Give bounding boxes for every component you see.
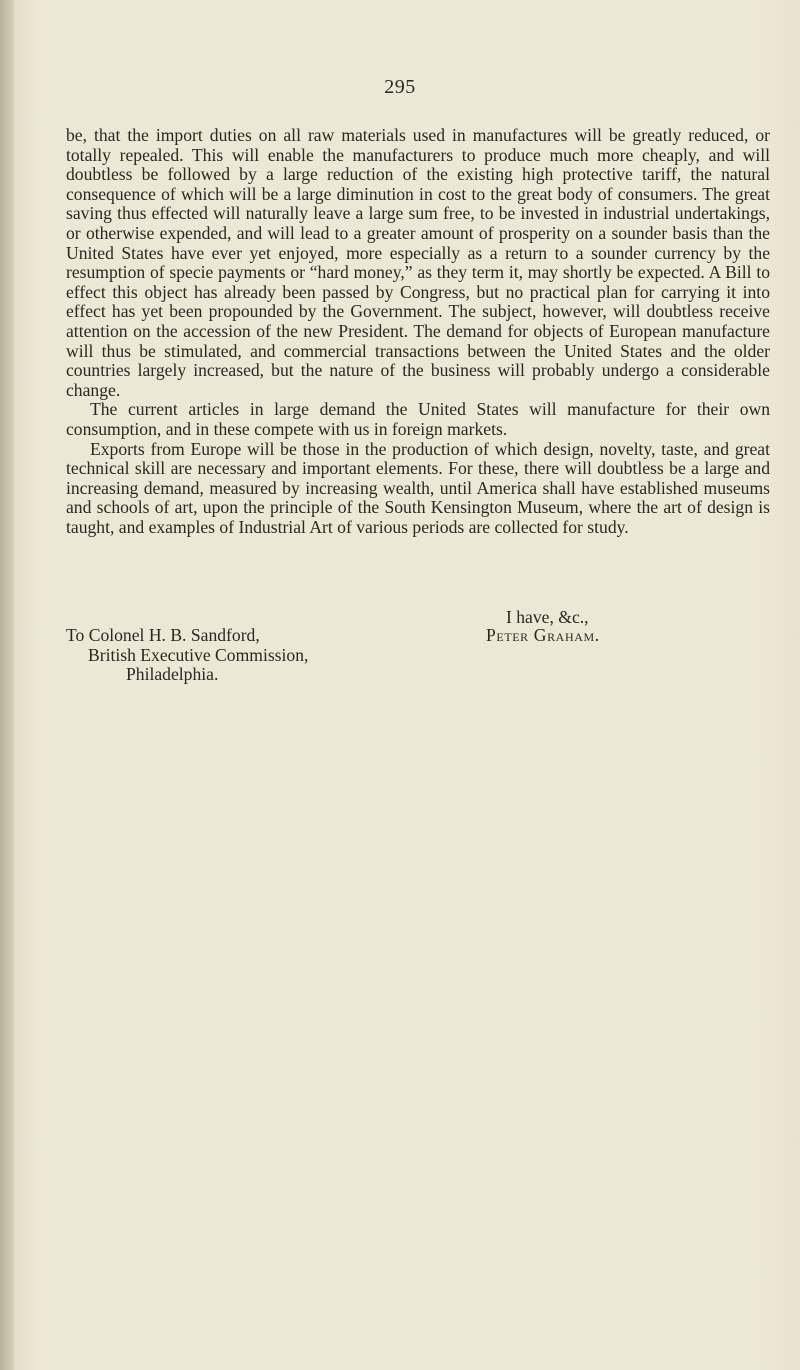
page-gutter: [0, 0, 14, 1370]
paragraph-3: Exports from Europe will be those in the production of which design, novelty, taste, and great technical skill are necessary and important elements. For these, there will doubtless be a large and increasing demand, measured by increasing wealth, until America shall have established museums and schools of art, upon the principle of the South Kensington Museum, where the art of design is taught, and examples of Industrial Art of various periods are collected for study.: [66, 438, 770, 537]
letter-body: [66, 126, 770, 537]
addressee-block: [66, 626, 308, 685]
valediction: I have, &c.,: [506, 607, 589, 627]
signature: Peter Graham.: [486, 625, 600, 645]
page-number: 295: [384, 76, 416, 98]
addressee-title: British Executive Commission,: [88, 644, 309, 665]
addressee-name: To Colonel H. B. Sandford,: [66, 625, 260, 645]
paragraph-1: be, that the import duties on all raw materials used in manufactures will be greatly reduced, or totally repealed. This will enable the manufacturers to produce much more cheaply, and will doubtless be followed by a large reduction of the existing high protective tariff, the natural consequence of which will be a large diminution in cost to the great body of consumers. The great saving thus effected will naturally leave a large sum free, to be invested in industrial undertakings, or otherwise expended, and will lead to a greater amount of prosperity on a sounder basis than the United States have ever yet enjoyed, more especially as a return to a sounder currency by the resumption of specie payments or “hard money,” as they term it, may shortly be expected. A Bill to effect this object has already been passed by Congress, but no practical plan for carrying it into effect has yet been propounded by the Government. The subject, however, will doubtless receive attention on the accession of the new President. The demand for objects of European manufacture will thus be stimulated, and commercial transactions between the United States and the older countries largely increased, but the nature of the business will probably undergo a considerable change.: [66, 125, 770, 400]
paragraph-2: The current articles in large demand the United States will manufacture for their own consumption, and in these compete with us in foreign markets.: [66, 399, 770, 439]
letter-closing: [66, 608, 770, 698]
addressee-location: Philadelphia.: [126, 664, 219, 685]
